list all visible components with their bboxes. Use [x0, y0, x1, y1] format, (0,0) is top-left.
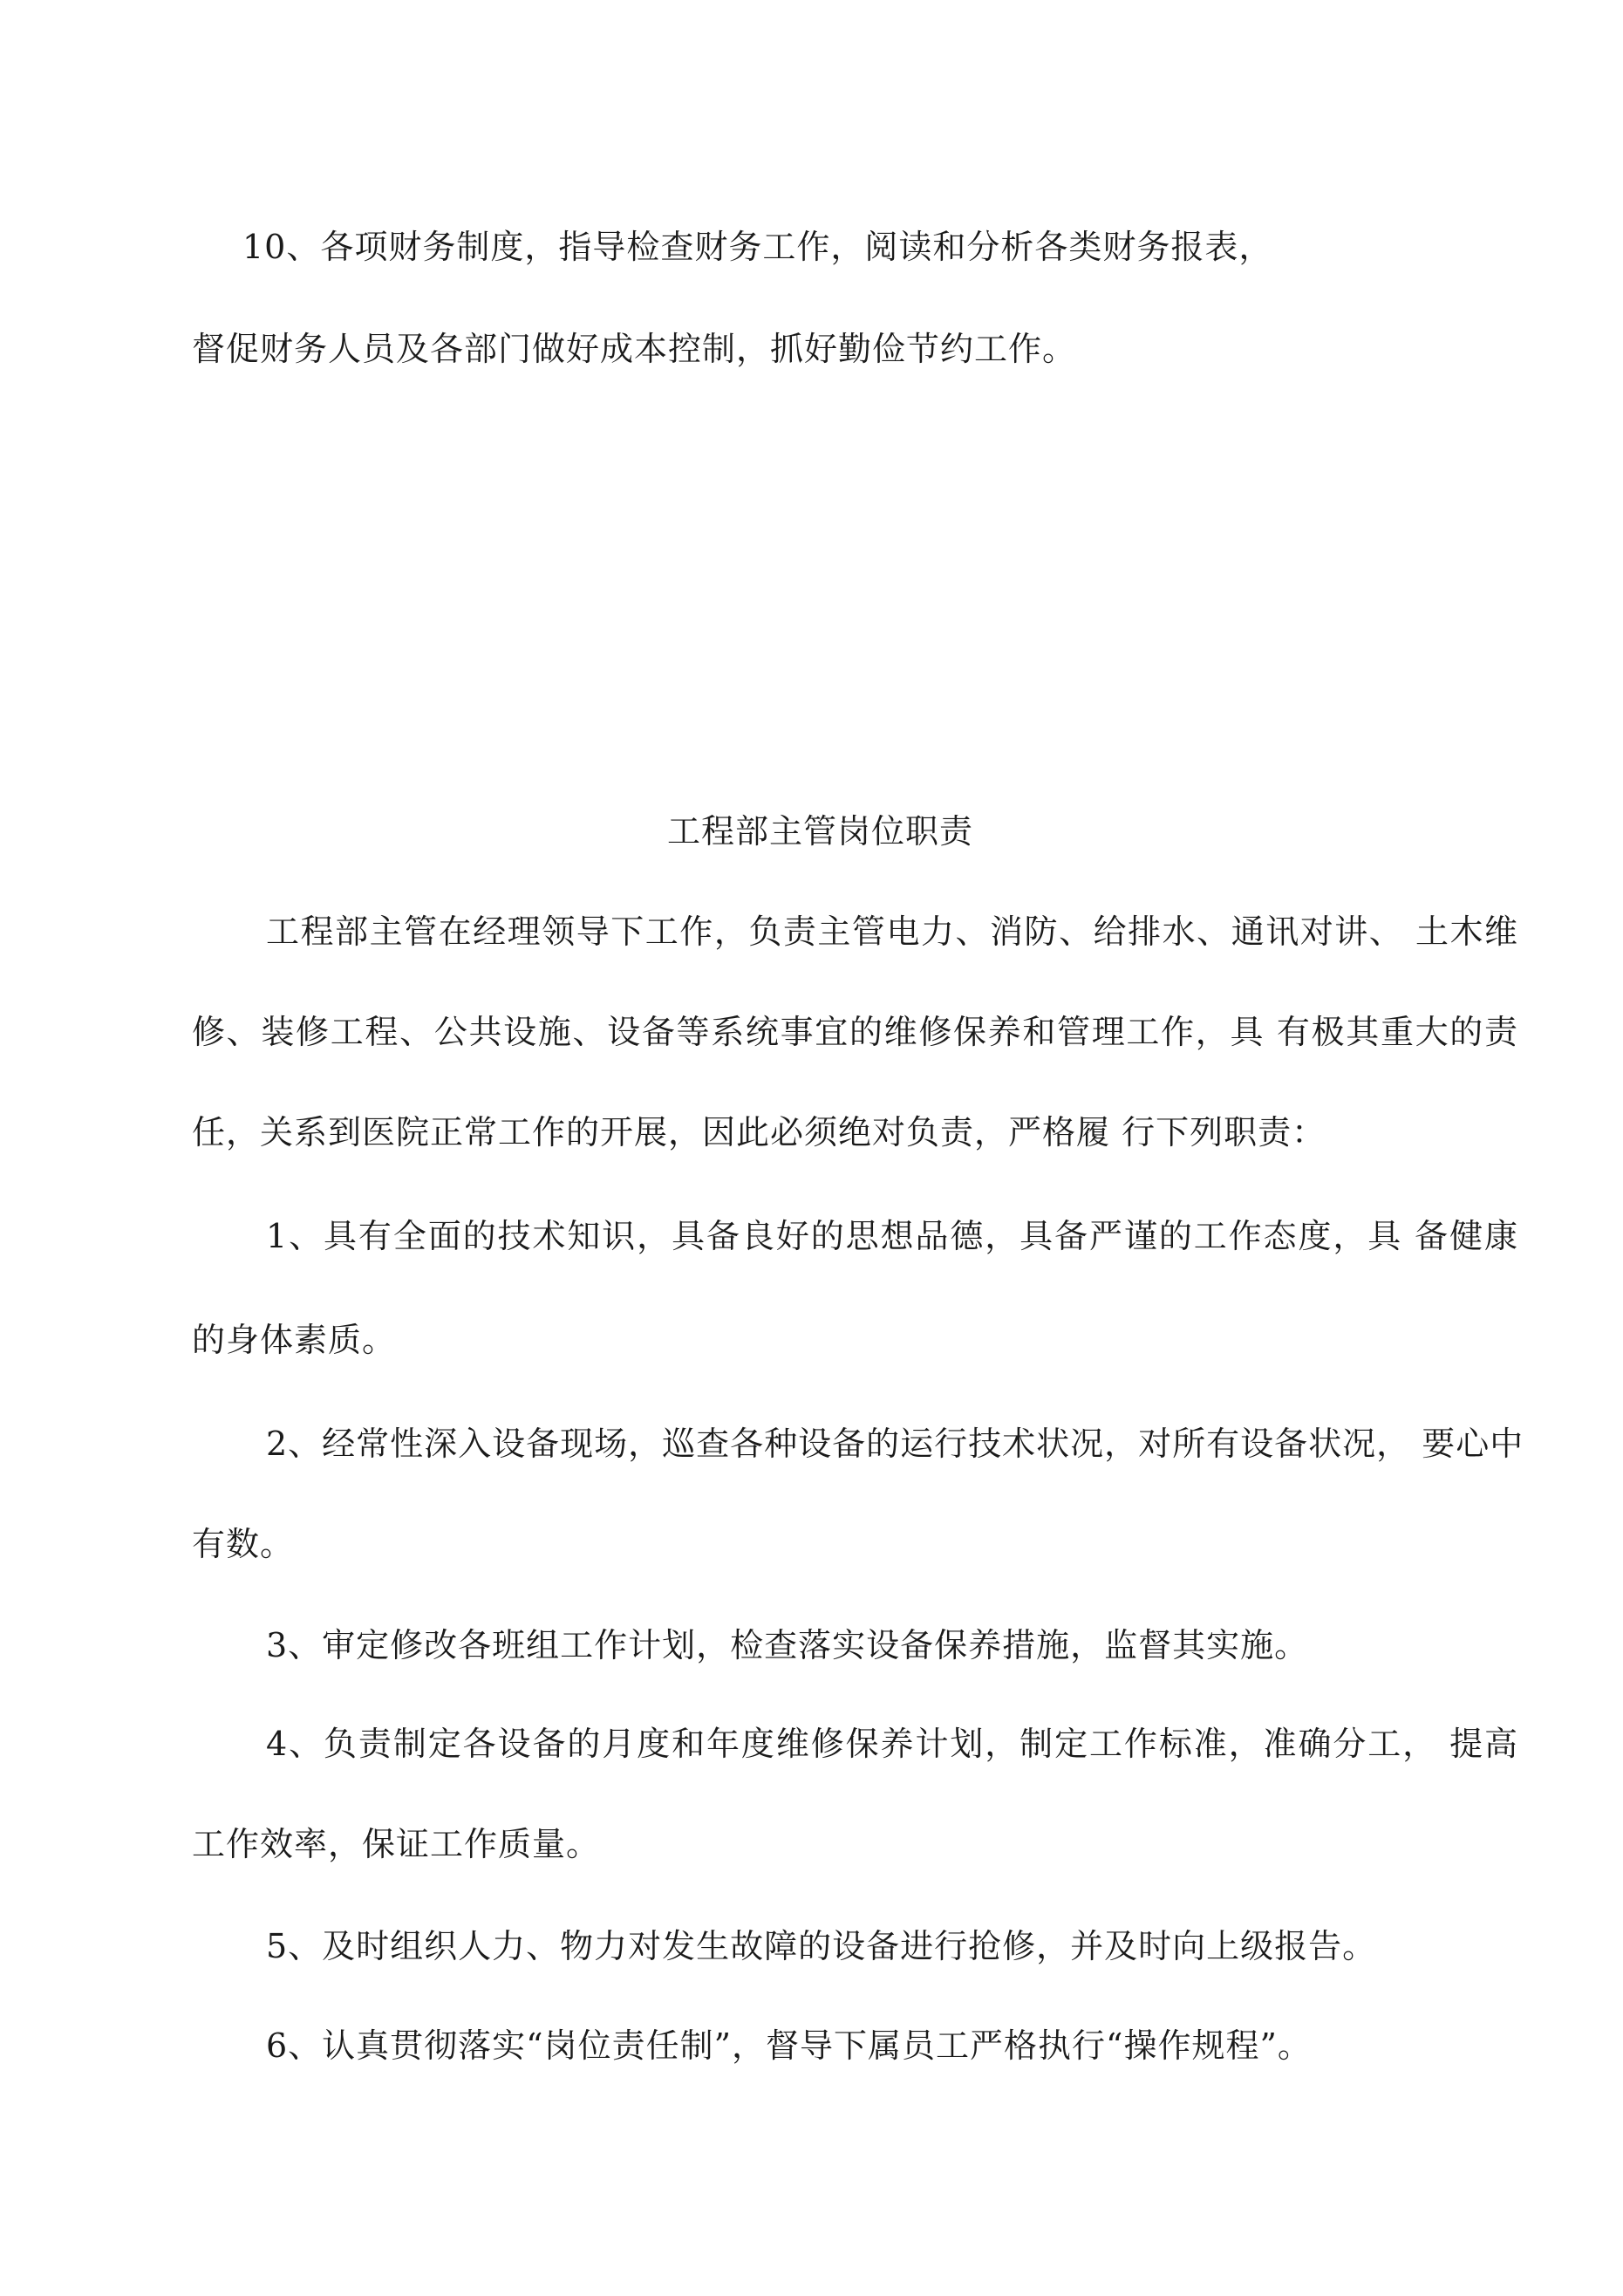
item-3: 3、审定修改各班组工作计划，检查落实设备保养措施，监督其实施。: [266, 1626, 1309, 1664]
paragraph-finance-line-2: 督促财务人员及各部门做好成本控制，抓好勤俭节约工作。: [192, 330, 1077, 368]
item-2-line-2: 有数。: [192, 1525, 295, 1563]
item-1-line-2: 的身体素质。: [192, 1321, 397, 1359]
section-title: 工程部主管岗位职责: [666, 812, 973, 851]
item-4-line-1: 4、负责制定各设备的月度和年度维修保养计划，制定工作标准，准确分工， 提高: [266, 1725, 1518, 1763]
intro-line-3: 任，关系到医院正常工作的开展，因此必须绝对负责，严格履 行下列职责：: [192, 1113, 1326, 1151]
item-2-line-1: 2、经常性深入设备现场，巡查各种设备的运行技术状况，对所有设备状况， 要心中: [266, 1425, 1524, 1463]
item-5: 5、及时组织人力、物力对发生故障的设备进行抢修，并及时向上级报告。: [266, 1927, 1377, 1965]
item-4-line-2: 工作效率，保证工作质量。: [192, 1825, 601, 1863]
item-1-line-1: 1、具有全面的技术知识，具备良好的思想品德，具备严谨的工作态度，具 备健康: [266, 1217, 1518, 1255]
intro-line-1: 工程部主管在经理领导下工作，负责主管电力、消防、给排水、通讯对讲、 土木维: [266, 912, 1518, 951]
intro-line-2: 修、装修工程、公共设施、设备等系统事宜的维修保养和管理工作，具 有极其重大的责: [192, 1013, 1518, 1051]
item-6: 6、认真贯彻落实“岗位责任制”，督导下属员工严格执行“操作规程”。: [266, 2026, 1312, 2065]
paragraph-finance-line-1: 10、各项财务制度，指导检查财务工作，阅读和分析各类财务报表，: [242, 228, 1273, 266]
